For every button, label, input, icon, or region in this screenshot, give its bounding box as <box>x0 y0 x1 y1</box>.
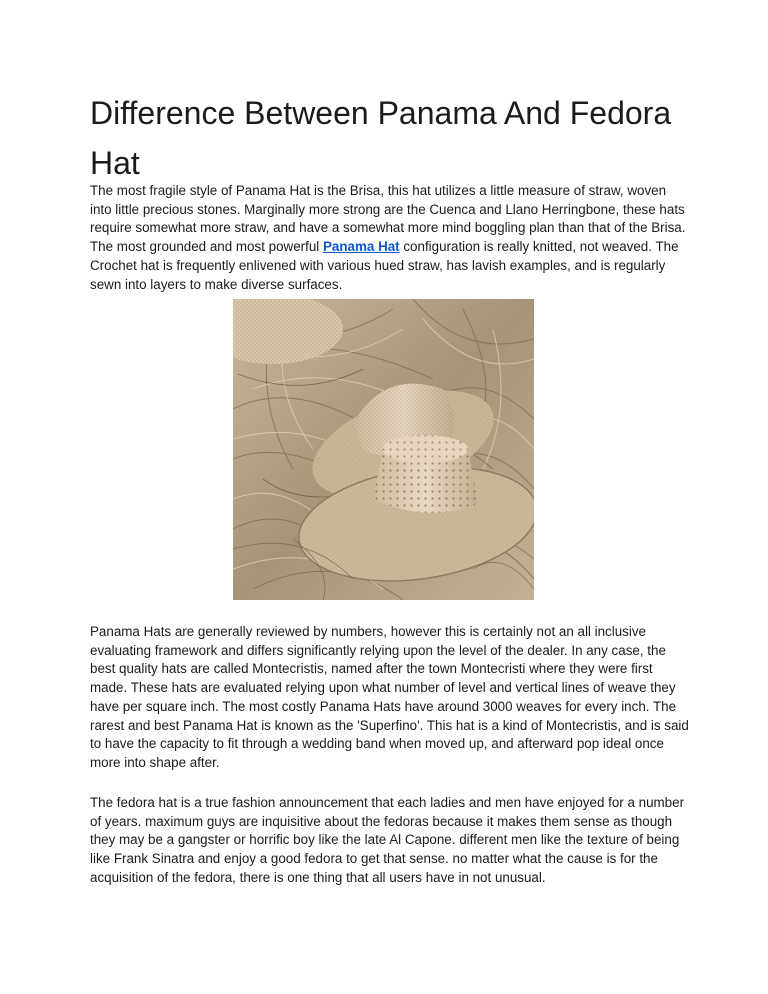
page-title: Difference Between Panama And Fedora Hat <box>90 95 672 181</box>
paragraph-grading: Panama Hats are generally reviewed by numbers, however this is certainly not an all inclusive evaluating framework and differs significantly relying upon the level of the dealer. In any case, the best quality hats are called Montecristis, named after the town Montecristi where they were first made. These hats are evaluated relying upon what number of level and vertical lines of weave they have per square inch. The most costly Panama Hats have around 3000 weaves for every inch. The rarest and best Panama Hat is known as the 'Superfino'. This hat is a kind of Montecristis, and is said to have the capacity to fit through a wedding band when moved up, and afterward pop ideal once more into shape after. <box>90 624 689 770</box>
paragraph-text: The most fragile style of Panama Hat is the Brisa, this hat utilizes a little measure of straw, woven into little precious stones. Marginally more strong are the Cuenca and Llano Herringbone, these hats require somewhat more straw, and have a somewhat more mind boggling plan than that of the Brisa. The most grounded and most powerful <box>90 183 686 255</box>
panama-hats-straw-photo <box>233 299 534 600</box>
panama-hat-link[interactable]: Panama Hat <box>322 239 400 255</box>
paragraph-brisa-styles <box>90 182 690 294</box>
paragraph-fedora: The fedora hat is a true fashion announcement that each ladies and men have enjoyed for a number of years. maximum guys are inquisitive about the fedoras because it makes them sense as though they may be a gangster or horrific boy like the late Al Capone. different men like the texture of being like Frank Sinatra and enjoy a good fedora to get that sense. no matter what the cause is for the acquisition of the fedora, there is one thing that all users have in not unusual. <box>90 795 685 885</box>
paragraph-text: configuration is really knitted, not weaved. The Crochet hat is frequently enlivened with various hued straw, has lavish examples, and is regularly sewn into layers to make diverse surfaces. <box>90 239 679 292</box>
